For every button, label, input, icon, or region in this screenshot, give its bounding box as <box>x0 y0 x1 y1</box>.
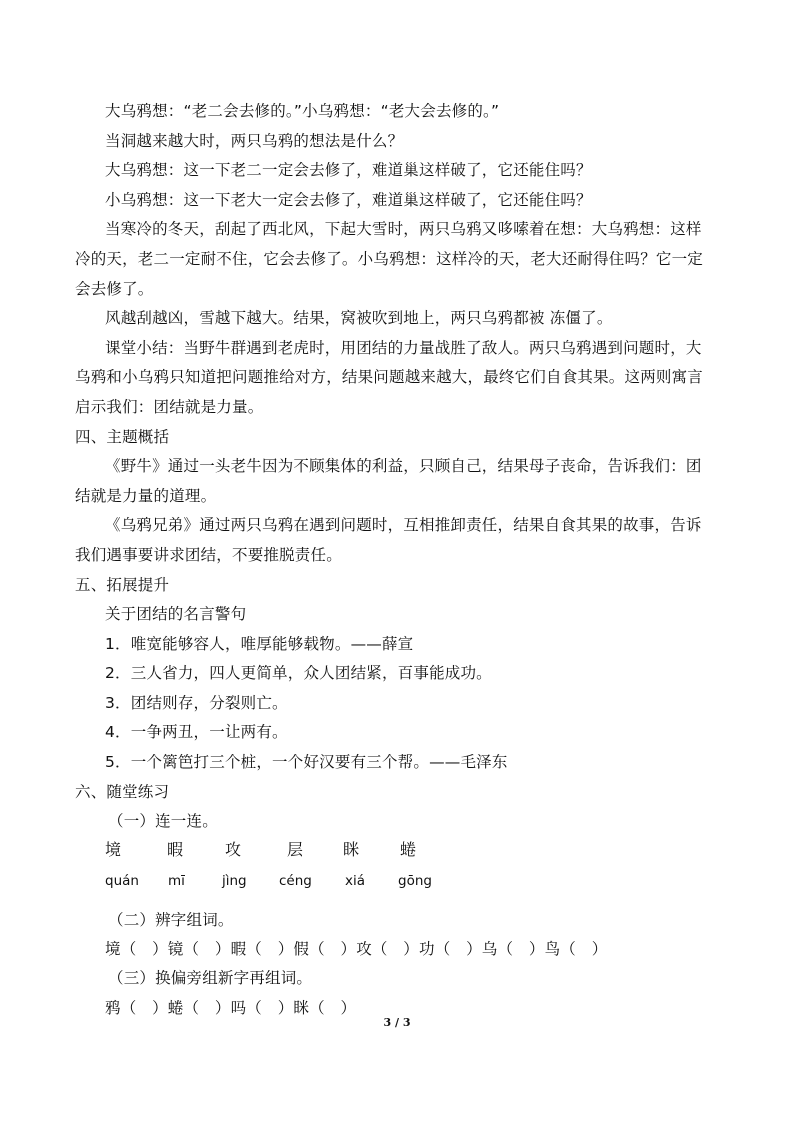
page-number: 3 / 3 <box>383 1016 411 1029</box>
exercise-heading: （一）连一连。 <box>108 812 218 830</box>
text-line: 大乌鸦想：“老二会去修的。”小乌鸦想：“老大会去修的。” <box>105 102 500 120</box>
match-pinyin: xiá <box>345 873 366 889</box>
text-line: 风越刮越凶，雪越下越大。结果，窝被吹到地上，两只乌鸦都被 冻僵了。 <box>105 309 613 327</box>
text-line: 结就是力量的道理。 <box>75 487 217 505</box>
exercise-heading: （三）换偏旁组新字再组词。 <box>108 969 313 987</box>
match-pinyin: quán <box>105 873 139 889</box>
match-characters-row <box>105 836 605 864</box>
list-item: 5．一个篱笆打三个桩，一个好汉要有三个帮。——毛泽东 <box>105 753 508 771</box>
section-heading: 六、随堂练习 <box>75 783 170 801</box>
list-item: 4．一争两丑，一让两有。 <box>105 723 288 741</box>
text-line: 冷的天，老二一定耐不住，它会去修了。小乌鸦想：这样冷的天，老大还耐得住吗？它一定 <box>75 250 704 268</box>
match-pinyin: mī <box>168 873 185 889</box>
text-line: 当洞越来越大时，两只乌鸦的想法是什么？ <box>105 132 404 150</box>
match-character: 眯 <box>343 840 360 859</box>
text-line: 《野牛》通过一头老牛因为不顾集体的利益，只顾自己，结果母子丧命，告诉我们：团 <box>105 457 702 475</box>
match-pinyin: céng <box>279 873 312 889</box>
section-heading: 四、主题概括 <box>75 428 170 446</box>
exercise-heading: （二）辨字组词。 <box>108 911 234 929</box>
match-pinyin-row <box>105 867 605 895</box>
text-line: 大乌鸦想：这一下老二一定会去修了，难道巢这样破了，它还能住吗？ <box>105 161 592 179</box>
list-item: 2．三人省力，四人更简单，众人团结紧，百事能成功。 <box>105 664 492 682</box>
list-item: 1．唯宽能够容人，唯厚能够载物。——薛宣 <box>105 635 414 653</box>
text-line: 关于团结的名言警句 <box>105 605 247 623</box>
match-pinyin: gōng <box>398 873 432 889</box>
text-line: 乌鸦和小乌鸦只知道把问题推给对方，结果问题越来越大，最终它们自食其果。这两则寓言 <box>75 368 704 386</box>
section-heading: 五、拓展提升 <box>75 576 170 594</box>
match-pinyin: jìng <box>222 873 247 889</box>
text-line: 课堂小结：当野牛群遇到老虎时，用团结的力量战胜了敌人。两只乌鸦遇到问题时，大 <box>105 339 702 357</box>
exercise-line: 境（ ）镜（ ）暇（ ）假（ ）攻（ ）功（ ）乌（ ）鸟（ ） <box>105 940 608 958</box>
text-line: 会去修了。 <box>75 280 154 298</box>
match-character: 层 <box>287 840 304 859</box>
match-character: 暇 <box>167 840 184 859</box>
match-character: 境 <box>105 840 122 859</box>
text-line: 启示我们：团结就是力量。 <box>75 398 264 416</box>
exercise-line: 鸦（ ）蜷（ ）吗（ ）眯（ ） <box>105 999 357 1017</box>
text-line: 《乌鸦兄弟》通过两只乌鸦在遇到问题时，互相推卸责任，结果自食其果的故事，告诉 <box>105 516 702 534</box>
text-line: 我们遇事要讲求团结，不要推脱责任。 <box>75 546 342 564</box>
text-line: 小乌鸦想：这一下老大一定会去修了，难道巢这样破了，它还能住吗？ <box>105 191 592 209</box>
match-character: 攻 <box>225 840 242 859</box>
list-item: 3．团结则存，分裂则亡。 <box>105 694 288 712</box>
text-line: 当寒冷的冬天，刮起了西北风，下起大雪时，两只乌鸦又哆嗦着在想：大乌鸦想：这样 <box>105 220 702 238</box>
match-character: 蜷 <box>400 840 417 859</box>
